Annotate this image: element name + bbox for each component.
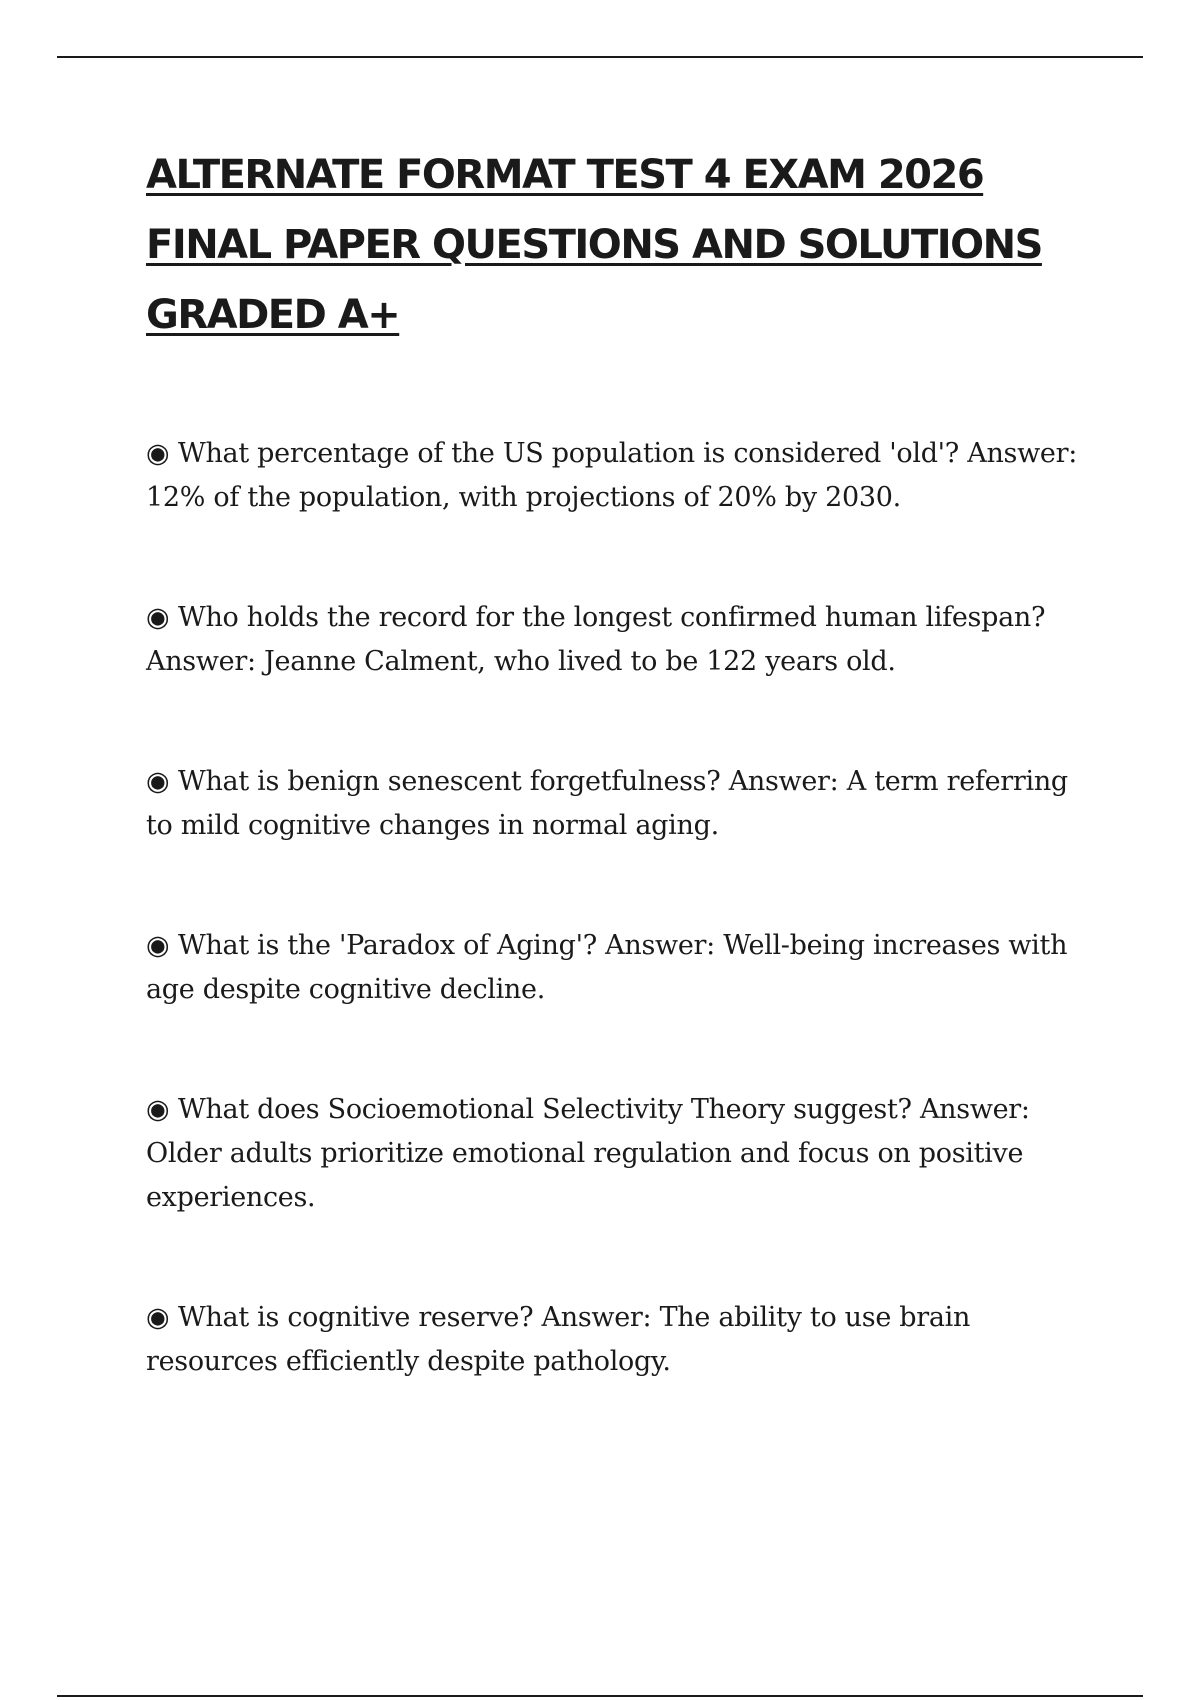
qa-text: What is the 'Paradox of Aging'? Answer: Well-being increases with age despite cognitive decline. <box>146 930 1068 1005</box>
qa-item <box>146 760 1096 848</box>
top-divider <box>57 56 1143 58</box>
bullet-icon: ◉ <box>146 438 170 469</box>
qa-item <box>146 1296 1096 1384</box>
bullet-icon: ◉ <box>146 766 170 797</box>
bullet-icon: ◉ <box>146 602 170 633</box>
qa-text: What is benign senescent forgetfulness? Answer: A term referring to mild cognitive changes in normal aging. <box>146 766 1068 841</box>
qa-item <box>146 432 1096 520</box>
qa-list <box>146 432 1096 1384</box>
bottom-divider <box>57 1695 1143 1697</box>
bullet-icon: ◉ <box>146 1302 170 1333</box>
qa-text: Who holds the record for the longest confirmed human lifespan? Answer: Jeanne Calment, who lived to be 122 years old. <box>146 602 1046 677</box>
bullet-icon: ◉ <box>146 1094 170 1125</box>
qa-text: What percentage of the US population is considered 'old'? Answer: 12% of the population, with projections of 20% by 2030. <box>146 438 1078 513</box>
qa-item <box>146 924 1096 1012</box>
document-title: ALTERNATE FORMAT TEST 4 EXAM 2026 FINAL PAPER QUESTIONS AND SOLUTIONS GRADED A+ <box>146 152 1042 338</box>
qa-item <box>146 1088 1096 1220</box>
bullet-icon: ◉ <box>146 930 170 961</box>
qa-text: What is cognitive reserve? Answer: The ability to use brain resources efficiently despite pathology. <box>146 1302 971 1377</box>
document-body <box>146 140 1096 1460</box>
qa-item <box>146 596 1096 684</box>
qa-text: What does Socioemotional Selectivity Theory suggest? Answer: Older adults prioritize emotional regulation and focus on positive experiences. <box>146 1094 1030 1213</box>
